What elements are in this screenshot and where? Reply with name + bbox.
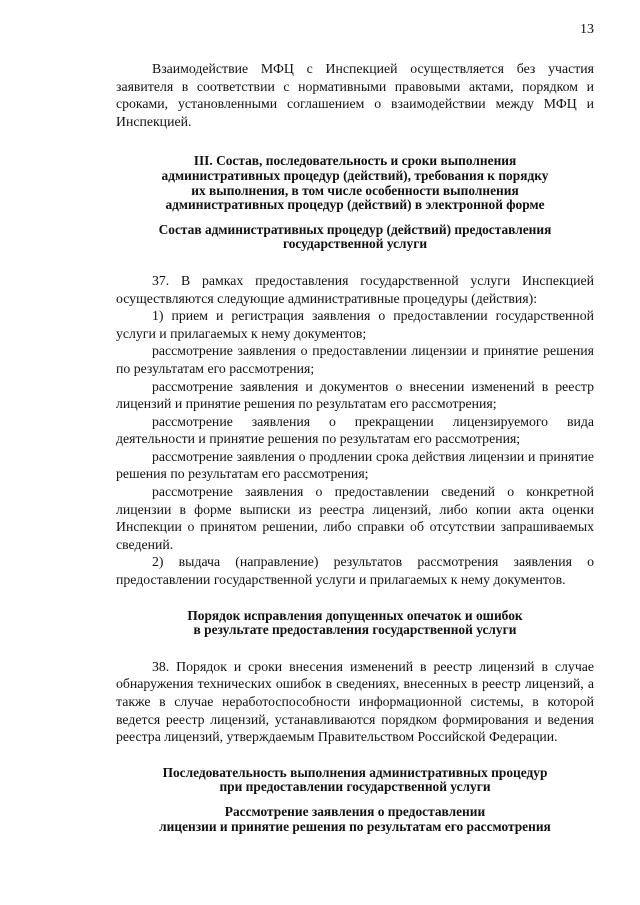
procedure-item: рассмотрение заявления о продлении срока действия лицензии и принятие решения по результатам его рассмотрения; <box>116 448 594 482</box>
heading-line: их выполнения, в том числе особенности выполнения <box>191 182 519 198</box>
subheading-line: государственной услуги <box>282 236 428 252</box>
heading-line: административных процедур (действий) в электронной форме <box>165 197 545 213</box>
errata-heading <box>116 609 594 638</box>
paragraph-37-intro: 37. В рамках предоставления государственной услуги Инспекцией осуществляются следующие административные процедуры (действия): <box>116 272 594 306</box>
intro-paragraph: Взаимодействие МФЦ с Инспекцией осуществляется без участия заявителя в соответствии с нормативными правовыми актами, порядком и сроками, установленными соглашением о взаимодействии между МФЦ и Инспекцией. <box>116 61 594 129</box>
section-3-heading <box>116 154 594 212</box>
heading-line: при предоставлении государственной услуги <box>219 779 491 795</box>
procedure-item: рассмотрение заявления о предоставлении сведений о конкретной лицензии в форме выписки из реестра лицензий, либо копии акта оценки Инспекции о принятом решении, либо справки об отсутствии запрашиваемых сведений. <box>116 484 594 552</box>
heading-line: в результате предоставления государственной услуги <box>193 622 517 638</box>
heading-line: Порядок исправления допущенных опечаток и ошибок <box>187 607 523 623</box>
procedure-item: рассмотрение заявления о прекращении лицензируемого вида деятельности и принятие решения по результатам его рассмотрения; <box>116 413 594 447</box>
heading-line: Последовательность выполнения административных процедур <box>162 764 548 780</box>
procedure-item: рассмотрение заявления о предоставлении лицензии и принятие решения по результатам его рассмотрения; <box>116 343 594 376</box>
procedure-item: 2) выдача (направление) результатов рассмотрения заявления о предоставлении государственной услуги и прилагаемых к нему документов. <box>116 554 594 588</box>
subheading-line: Рассмотрение заявления о предоставлении <box>224 803 486 819</box>
document-body <box>116 60 594 834</box>
heading-line: III. Состав, последовательность и сроки выполнения <box>193 153 517 169</box>
procedure-item: рассмотрение заявления и документов о внесении изменений в реестр лицензий и принятие решения по результатам его рассмотрения; <box>116 378 594 412</box>
paragraph-37 <box>116 272 594 589</box>
paragraph-38: 38. Порядок и сроки внесения изменений в реестр лицензий в случае обнаружения технических ошибок в сведениях, внесенных в реестр лицензий, а также в случае неработоспособности информационной системы, в которой ведется реестр лицензий, устанавливаются порядком формирования и ведения реестра лицензий, утверждаемым Правительством Российской Федерации. <box>116 658 594 745</box>
sequence-heading <box>116 766 594 795</box>
sequence-subheading <box>116 805 594 834</box>
heading-line: административных процедур (действий), требования к порядку <box>161 167 549 183</box>
subheading-line: Состав административных процедур (действий) предоставления <box>158 221 552 237</box>
section-3-subheading <box>116 223 594 252</box>
procedure-item: 1) прием и регистрация заявления о предоставлении государственной услуги и прилагаемых к нему документов; <box>116 308 594 341</box>
page-number: 13 <box>580 22 594 37</box>
subheading-line: лицензии и принятие решения по результатам его рассмотрения <box>159 818 551 834</box>
